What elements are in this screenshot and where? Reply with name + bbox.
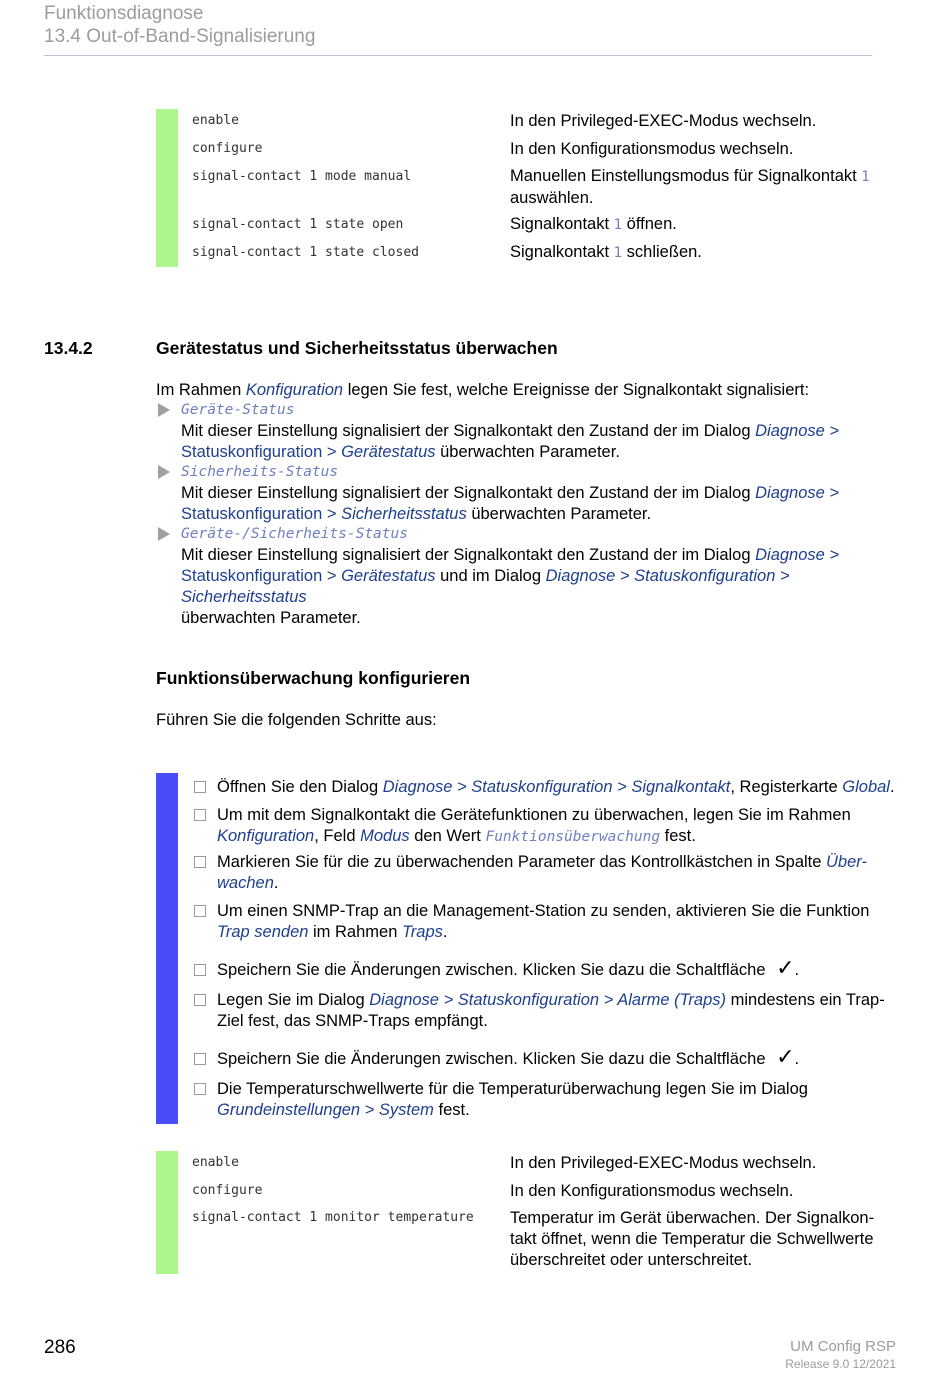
cli-description: In den Privileged-EXEC-Modus wechseln. xyxy=(510,1154,817,1172)
step-text: Öffnen Sie den Dialog Diagnose > Statuskonfiguration > Signalkontakt, Registerkarte Global. xyxy=(217,778,895,796)
cli-command: signal-contact 1 state closed xyxy=(192,245,419,260)
step-checkbox xyxy=(194,809,206,821)
cli-description: Manuellen Einstellungsmodus für Signalkontakt 1 auswählen. xyxy=(510,167,870,207)
cli-description: In den Privileged-EXEC-Modus wechseln. xyxy=(510,112,817,130)
cli-description: Signalkontakt 1 schließen. xyxy=(510,243,702,261)
cli-command: configure xyxy=(192,141,263,156)
step-text: Legen Sie im Dialog Diagnose > Statuskonfiguration > Alarme (Traps) mindestens ein Trap- Ziel fest, das SNMP-Traps empfängt. xyxy=(217,991,885,1030)
cli-bar xyxy=(156,1151,178,1274)
cli-description: In den Konfigurationsmodus wechseln. xyxy=(510,1182,794,1200)
cli-description: In den Konfigurationsmodus wechseln. xyxy=(510,140,794,158)
option-name: Geräte-/Sicherheits-Status xyxy=(181,526,408,542)
cli-command: configure xyxy=(192,1183,263,1198)
option-description: Mit dieser Einstellung signalisiert der Signalkontakt den Zustand der im Dialog Diagnose > Statuskonfiguration > Sicherheitsstatus überwachten Parameter. xyxy=(181,484,840,523)
cli-description: Temperatur im Gerät überwachen. Der Signalkon- takt öffnet, wenn die Temperatur die Schwellwerte überschreitet oder unterschreitet. xyxy=(510,1209,875,1269)
step-checkbox xyxy=(194,1053,206,1065)
check-icon: ✓ xyxy=(776,1045,795,1070)
footer-release: Release 9.0 12/2021 xyxy=(785,1357,896,1371)
cli-command: signal-contact 1 mode manual xyxy=(192,169,412,184)
cli-description: Signalkontakt 1 öffnen. xyxy=(510,215,677,233)
cli-command: signal-contact 1 state open xyxy=(192,217,404,232)
step-text: Speichern Sie die Änderungen zwischen. Klicken Sie dazu die Schaltfläche ✓. xyxy=(217,956,800,981)
bullet-triangle-icon xyxy=(158,465,170,479)
chapter-title: Funktionsdiagnose xyxy=(44,3,204,24)
subsection-title: Funktionsüberwachung konfigurieren xyxy=(156,668,471,688)
cli-command: enable xyxy=(192,113,239,128)
step-checkbox xyxy=(194,856,206,868)
footer-document: UM Config RSP xyxy=(790,1338,896,1355)
section-intro: Im Rahmen Konfiguration legen Sie fest, welche Ereignisse der Signalkontakt signalisiert: xyxy=(156,381,810,399)
steps-bar xyxy=(156,773,178,1124)
step-text: Um einen SNMP-Trap an die Management-Station zu senden, aktivieren Sie die Funktion Trap senden im Rahmen Traps. xyxy=(217,902,870,941)
step-text: Um mit dem Signalkontakt die Gerätefunktionen zu überwachen, legen Sie im Rahmen Konfiguration, Feld Modus den Wert Funktionsüberwachung fest. xyxy=(217,806,851,845)
section-heading-title: Gerätestatus und Sicherheitsstatus überwachen xyxy=(156,338,558,358)
cli-command: enable xyxy=(192,1155,239,1170)
option-name: Sicherheits-Status xyxy=(181,464,339,480)
page-number: 286 xyxy=(44,1337,76,1358)
step-text: Speichern Sie die Änderungen zwischen. Klicken Sie dazu die Schaltfläche ✓. xyxy=(217,1045,800,1070)
step-checkbox xyxy=(194,964,206,976)
option-description: Mit dieser Einstellung signalisiert der Signalkontakt den Zustand der im Dialog Diagnose > Statuskonfiguration > Gerätestatus und im Dialog Diagnose > Statuskonfiguration > Sicherheitsstatus überwachten Parameter. xyxy=(181,546,840,627)
subsection-lead: Führen Sie die folgenden Schritte aus: xyxy=(156,711,437,729)
step-text: Markieren Sie für die zu überwachenden Parameter das Kontrollkästchen in Spalte Über- wachen. xyxy=(217,853,867,892)
step-checkbox xyxy=(194,1083,206,1095)
option-name: Geräte-Status xyxy=(181,402,295,418)
cli-command: signal-contact 1 monitor temperature xyxy=(192,1210,474,1225)
step-checkbox xyxy=(194,994,206,1006)
step-text: Die Temperaturschwellwerte für die Temperaturüberwachung legen Sie im Dialog Grundeinstellungen > System fest. xyxy=(217,1080,808,1119)
step-checkbox xyxy=(194,781,206,793)
check-icon: ✓ xyxy=(776,956,795,981)
bullet-triangle-icon xyxy=(158,527,170,541)
cli-bar xyxy=(156,109,178,267)
step-checkbox xyxy=(194,905,206,917)
bullet-triangle-icon xyxy=(158,403,170,417)
section-title: 13.4 Out-of-Band-Signalisierung xyxy=(44,26,316,47)
header-rule xyxy=(44,55,872,56)
option-description: Mit dieser Einstellung signalisiert der Signalkontakt den Zustand der im Dialog Diagnose > Statuskonfiguration > Gerätestatus überwachten Parameter. xyxy=(181,422,840,461)
section-number: 13.4.2 xyxy=(44,338,93,358)
